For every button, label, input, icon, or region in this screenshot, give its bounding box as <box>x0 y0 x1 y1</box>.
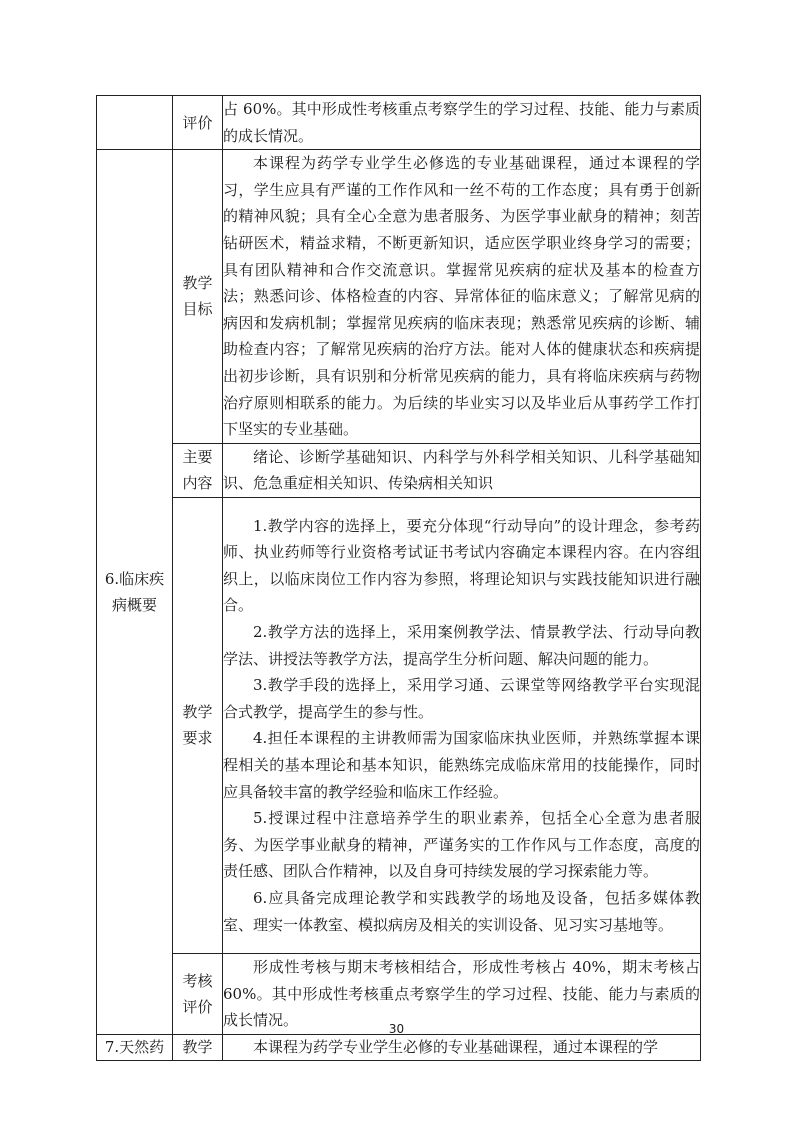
req-item-1: 1.教学内容的选择上，要充分体现“行动导向”的设计理念，参考药师、执业药师等行业资格考试证书考试内容确定本课程内容。在内容组织上，以临床岗位工作内容为参照，将理论知识与实践技能知识进行融合。 <box>223 516 700 615</box>
req-label-cell <box>173 497 223 953</box>
goal-label-cell <box>173 150 223 444</box>
req-text-cell <box>223 497 701 953</box>
course7-sub-label: 教学 <box>173 1034 223 1060</box>
course7-name-cell: 7.天然药 <box>97 1034 173 1060</box>
eval-label-line1: 考核 <box>182 971 213 990</box>
course6-req-row <box>97 497 701 953</box>
course7-goal-row <box>97 1034 701 1060</box>
content-text: 绪论、诊断学基础知识、内科学与外科学相关知识、儿科学基础知识、危急重症相关知识、传染病相关知识 <box>223 447 700 493</box>
prev-eval-label: 评价 <box>173 96 223 150</box>
req-item-3: 3.教学手段的选择上，采用学习通、云课堂等网络教学平台实现混合式教学，提高学生的参与性。 <box>223 676 700 721</box>
req-item-5: 5.授课过程中注意培养学生的职业素养，包括全心全意为患者服务、为医学事业献身的精神，严谨务实的工作作风与工作态度，高度的责任感、团队合作精神，以及自身可持续发展的学习探索能力等。 <box>223 809 700 881</box>
req-label-line1: 教学 <box>182 703 213 722</box>
req-item-4: 4.担任本课程的主讲教师需为国家临床执业医师，并熟练掌握本课程相关的基本理论和基本知识，能熟练完成临床常用的技能操作，同时应具备较丰富的教学经验和临床工作经验。 <box>223 729 700 801</box>
req-label-line2: 要求 <box>182 729 213 748</box>
eval-label-line2: 评价 <box>182 997 213 1016</box>
course7-text-cell <box>223 1034 701 1060</box>
content-text-cell <box>223 443 701 497</box>
course6-goal-row <box>97 150 701 444</box>
course6-name-line1: 6.临床疾 <box>104 569 165 588</box>
req-item-6: 6.应具备完成理论教学和实践教学的场地及设备，包括多媒体教室、理实一体教室、模拟病房及相关的实训设备、见习实习基地等。 <box>223 888 700 934</box>
content-label-cell <box>173 443 223 497</box>
course6-content-row <box>97 443 701 497</box>
req-item-2: 2.教学方法的选择上，采用案例教学法、情景教学法、行动导向教学法、讲授法等教学方法，提高学生分析问题、解决问题的能力。 <box>223 623 700 668</box>
course-table <box>96 95 701 1061</box>
content-label-line2: 内容 <box>182 474 213 493</box>
page-number: 30 <box>388 1022 405 1036</box>
prev-course-name-cell <box>97 96 173 150</box>
prev-eval-text: 占 60%。其中形成性考核重点考察学生的学习过程、技能、能力与素质的成长情况。 <box>223 96 701 150</box>
course6-name-line2: 病概要 <box>111 595 157 614</box>
prev-course-eval-row <box>97 96 701 150</box>
goal-label-line2: 目标 <box>182 300 213 319</box>
content-label-line1: 主要 <box>182 448 213 467</box>
course7-text: 本课程为药学专业学生必修的专业基础课程，通过本课程的学 <box>253 1038 659 1057</box>
goal-text-cell <box>223 150 701 444</box>
goal-label-line1: 教学 <box>182 274 213 293</box>
eval-text: 形成性考核与期末考核相结合，形成性考核占 40%，期末考核占 60%。其中形成性考核重点考察学生的学习过程、技能、能力与素质的成长情况。 <box>223 957 700 1030</box>
goal-text: 本课程为药学专业学生必修选的专业基础课程，通过本课程的学习，学生应具有严谨的工作作风和一丝不苟的工作态度；具有勇于创新的精神风貌；具有全心全意为患者服务、为医学事业献身的精神；刻苦钻研医术，精益求精，不断更新知识，适应医学职业终身学习的需要；具有团队精神和合作交流意识。掌握常见疾病的症状及基本的检查方法；熟悉问诊、体格检查的内容、异常体征的临床意义；了解常见病的病因和发病机制；掌握常见疾病的临床表现；熟悉常见疾病的诊断、辅助检查内容；了解常见疾病的治疗方法。能对人体的健康状态和疾病提出初步诊断，具有识别和分析常见疾病的能力，具有将临床疾病与药物治疗原则相联系的能力。为后续的毕业实习以及毕业后从事药学工作打下坚实的专业基础。 <box>223 154 700 439</box>
course6-name-cell <box>97 150 173 1035</box>
